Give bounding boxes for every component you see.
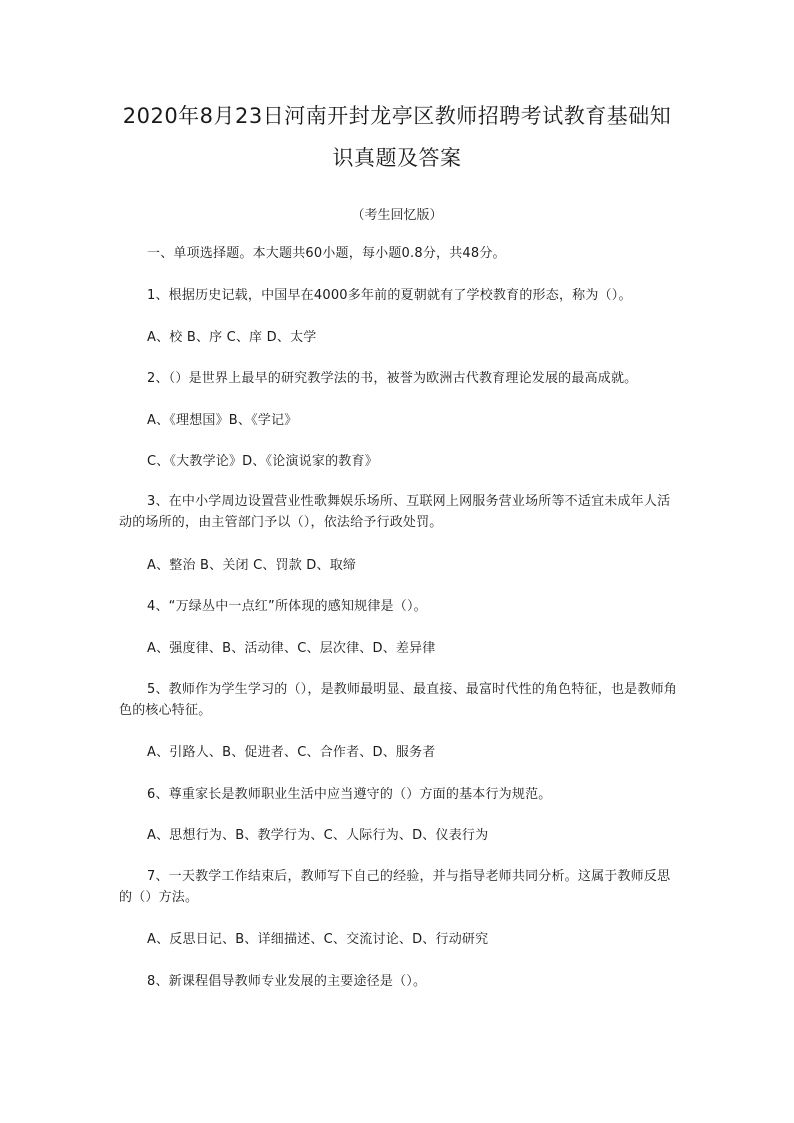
question-5-stem: 5、教师作为学生学习的（），是教师最明显、最直接、最富时代性的角色特征，也是教师角色的核心特征。 bbox=[119, 682, 677, 718]
question-1-stem: 1、根据历史记载，中国早在4000多年前的夏朝就有了学校教育的形态，称为（）。 bbox=[147, 288, 632, 303]
question-7-options: A、反思日记、B、详细描述、C、交流讨论、D、行动研究 bbox=[147, 932, 489, 947]
question-3-options: A、整治 B、关闭 C、罚款 D、取缔 bbox=[147, 558, 357, 573]
question-5-options: A、引路人、B、促进者、C、合作者、D、服务者 bbox=[147, 745, 436, 760]
question-3-stem: 3、在中小学周边设置营业性歌舞娱乐场所、互联网上网服务营业场所等不适宜未成年人活动的场所的，由主管部门予以（），依法给予行政处罚。 bbox=[119, 494, 671, 530]
question-6-options: A、思想行为、B、教学行为、C、人际行为、D、仪表行为 bbox=[147, 828, 489, 843]
question-6-stem: 6、尊重家长是教师职业生活中应当遵守的（）方面的基本行为规范。 bbox=[147, 787, 552, 802]
document-title-line-1: 2020年8月23日河南开封龙亭区教师招聘考试教育基础知 bbox=[122, 104, 672, 128]
document-subtitle: （考生回忆版） bbox=[351, 208, 443, 223]
question-2-stem: 2、（）是世界上最早的研究教学法的书，被誉为欧洲古代教育理论发展的最高成就。 bbox=[147, 371, 638, 386]
question-8-stem: 8、新课程倡导教师专业发展的主要途径是（）。 bbox=[147, 974, 427, 989]
question-2-options-line-1: A、《理想国》B、《学记》 bbox=[147, 413, 298, 428]
question-2-options-line-2: C、《大教学论》D、《论演说家的教育》 bbox=[147, 454, 378, 469]
question-4-stem: 4、“万绿丛中一点红”所体现的感知规律是（）。 bbox=[147, 599, 427, 614]
question-1-options: A、校 B、序 C、庠 D、太学 bbox=[147, 330, 317, 345]
section-heading: 一、单项选择题。本大题共60小题，每小题0.8分，共48分。 bbox=[147, 246, 506, 261]
question-4-options: A、强度律、B、活动律、C、层次律、D、差异律 bbox=[147, 641, 436, 656]
document-title-line-2: 识真题及答案 bbox=[332, 146, 462, 170]
question-7-stem: 7、一天教学工作结束后，教师写下自己的经验，并与指导老师共同分析。这属于教师反思的（）方法。 bbox=[119, 869, 671, 905]
